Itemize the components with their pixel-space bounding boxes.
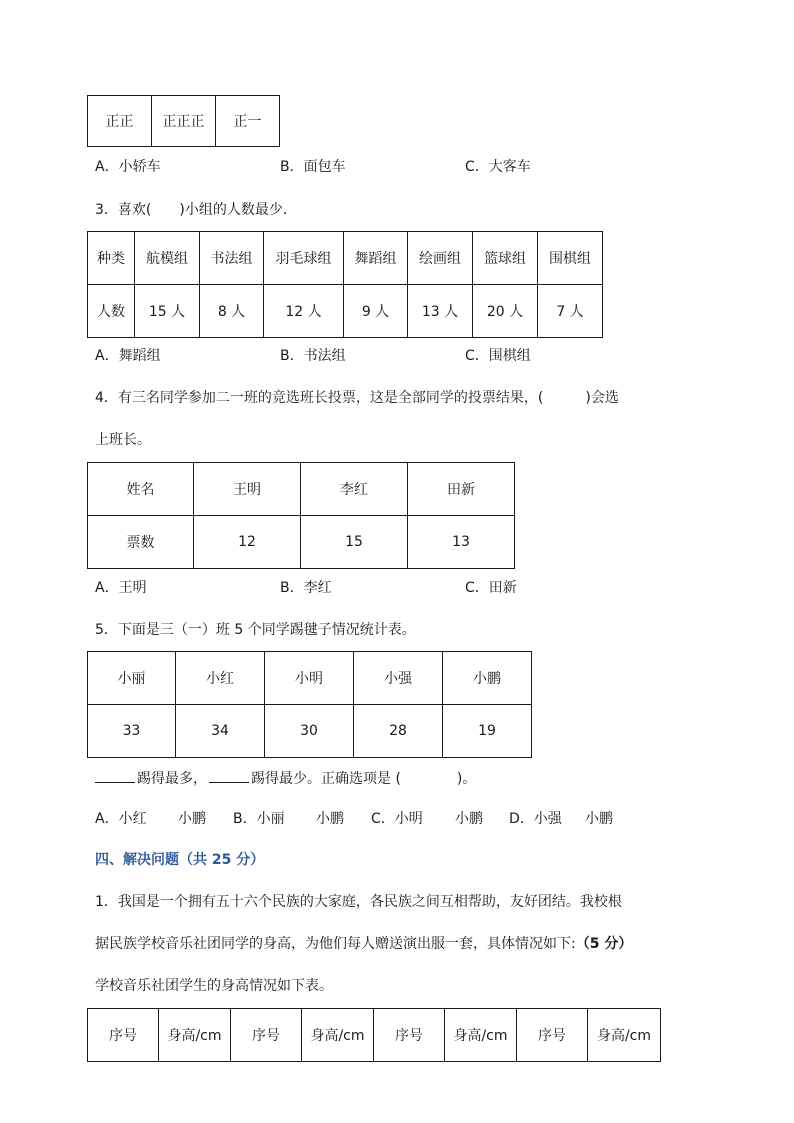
q4-stem-line1: 4．有三名同学参加二一班的竞选班长投票，这是全部同学的投票结果，( )会选 [95,390,619,406]
q4-stem-line2: 上班长。 [95,432,151,448]
q3-option-c: C．围棋组 [465,348,531,364]
q3-option-a: A．舞蹈组 [95,348,161,364]
q4-header-cell: 姓名 [88,463,194,516]
tally-cell: 正正正 [152,96,216,147]
q5-blank-2 [209,768,249,783]
q4-header-cell: 李红 [301,463,408,516]
height-table [87,1008,661,1062]
q5-option-b-second: 小鹏 [316,811,344,827]
q3-table [87,231,603,338]
q4-row-cell: 13 [408,516,515,569]
q5-option-a: A．小红 [95,811,147,827]
tally-cell: 正正 [88,96,152,147]
q3-header-cell: 篮球组 [473,232,538,285]
q3-row-cell: 15 人 [135,285,200,338]
q5-row-cell: 33 [88,705,176,758]
height-table-header-cell: 序号 [374,1009,445,1062]
q4-option-c: C．田新 [465,580,517,596]
q5-option-c: C．小明 [371,811,423,827]
q5-table [87,651,532,758]
q3-row-cell: 12 人 [264,285,344,338]
q3-header-cell: 围棋组 [538,232,603,285]
q3-row-cell: 人数 [88,285,135,338]
q5-option-a-second: 小鹏 [178,811,206,827]
q3-stem: 3．喜欢( )小组的人数最少． [95,202,297,218]
q5-header-cell: 小强 [354,652,443,705]
q5-option-b: B．小丽 [233,811,285,827]
height-table-header-cell: 序号 [231,1009,302,1062]
q3-row-cell: 7 人 [538,285,603,338]
q5-blank-1 [95,768,135,783]
q2-option-a: A．小轿车 [95,159,161,175]
tally-cell: 正一 [216,96,280,147]
height-table-header-cell: 序号 [517,1009,588,1062]
q4-option-a: A．王明 [95,580,147,596]
section4-p1-score: （5 分） [575,936,633,952]
q2-option-c: C．大客车 [465,159,531,175]
q5-fill-sentence [95,768,476,789]
height-table-header-cell: 身高/cm [588,1009,661,1062]
q3-header-cell: 书法组 [200,232,264,285]
q5-row-cell: 28 [354,705,443,758]
q5-option-d: D．小强 [509,811,562,827]
q3-header-cell: 绘画组 [408,232,473,285]
height-table-header-cell: 身高/cm [445,1009,517,1062]
q3-row-cell: 9 人 [344,285,408,338]
q5-header-cell: 小明 [265,652,354,705]
q5-header-cell: 小鹏 [443,652,532,705]
q2-option-b: B．面包车 [280,159,346,175]
q5-header-cell: 小丽 [88,652,176,705]
section4-p1-line2 [95,934,632,954]
q5-stem: 5．下面是三（一）班 5 个同学踢毽子情况统计表。 [95,622,416,638]
q5-option-d-second: 小鹏 [585,811,613,827]
height-table-header-cell: 序号 [88,1009,159,1062]
q3-row-cell: 13 人 [408,285,473,338]
q5-row-cell: 30 [265,705,354,758]
q4-row-cell: 15 [301,516,408,569]
q3-header-cell: 种类 [88,232,135,285]
q4-header-cell: 田新 [408,463,515,516]
q5-option-c-second: 小鹏 [455,811,483,827]
q4-option-b: B．李红 [280,580,332,596]
section4-p1-line2-text: 据民族学校音乐社团同学的身高，为他们每人赠送演出服一套，具体情况如下: [95,936,576,952]
height-table-header-cell: 身高/cm [302,1009,374,1062]
q5-header-cell: 小红 [176,652,265,705]
q5-blank-text-1: 踢得最多， [137,771,207,787]
height-table-header-cell: 身高/cm [159,1009,231,1062]
q4-table [87,462,515,569]
q4-row-cell: 12 [194,516,301,569]
q5-row-cell: 19 [443,705,532,758]
q3-header-cell: 航模组 [135,232,200,285]
q3-header-cell: 羽毛球组 [264,232,344,285]
q3-header-cell: 舞蹈组 [344,232,408,285]
tally-table [87,95,280,147]
q4-header-cell: 王明 [194,463,301,516]
q5-row-cell: 34 [176,705,265,758]
q5-blank-text-2: 踢得最少。正确选项是 ( )。 [251,771,477,787]
q3-row-cell: 8 人 [200,285,264,338]
section4-p2: 学校音乐社团学生的身高情况如下表。 [95,978,333,994]
q4-row-cell: 票数 [88,516,194,569]
section4-heading: 四、解决问题（共 25 分） [95,852,265,868]
q3-option-b: B．书法组 [280,348,346,364]
section4-p1-line1: 1．我国是一个拥有五十六个民族的大家庭，各民族之间互相帮助，友好团结。我校根 [95,894,622,910]
q3-row-cell: 20 人 [473,285,538,338]
